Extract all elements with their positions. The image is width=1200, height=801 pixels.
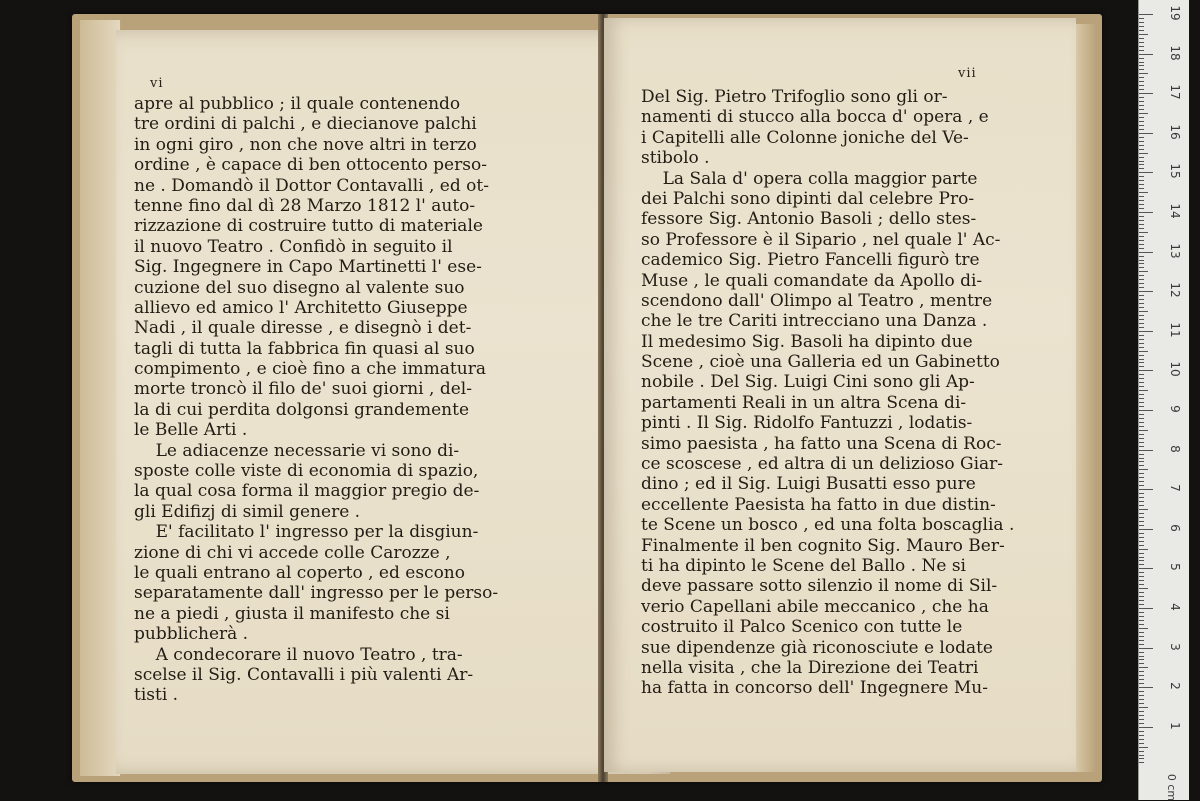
ruler-minor-tick: [1139, 228, 1144, 229]
ruler-minor-tick: [1139, 97, 1144, 98]
ruler-minor-tick: [1139, 307, 1144, 308]
text-line: Sig. Ingegnere in Capo Martinetti l' ese-: [134, 257, 482, 278]
ruler-minor-tick: [1139, 26, 1144, 27]
text-line: eccellente Paesista ha fatto in due distin-: [641, 494, 996, 515]
ruler-minor-tick: [1139, 204, 1144, 205]
text-line: le Belle Arti .: [134, 420, 248, 441]
ruler-minor-tick: [1139, 38, 1144, 39]
text-line: ne a piedi , giusta il manifesto che si: [134, 603, 450, 624]
ruler-minor-tick: [1139, 695, 1144, 696]
ruler-minor-tick: [1139, 141, 1144, 142]
ruler-minor-tick: [1139, 509, 1148, 510]
ruler-minor-tick: [1139, 18, 1144, 19]
ruler-minor-tick: [1139, 386, 1144, 387]
ruler-minor-tick: [1139, 109, 1144, 110]
ruler-minor-tick: [1139, 683, 1144, 684]
ruler-number: 8: [1168, 444, 1182, 453]
ruler-minor-tick: [1139, 42, 1144, 43]
text-line: Il medesimo Sig. Basoli ha dipinto due: [641, 331, 973, 352]
ruler-number: 11: [1168, 322, 1182, 338]
ruler-minor-tick: [1139, 545, 1144, 546]
ruler-minor-tick: [1139, 513, 1144, 514]
ruler-minor-tick: [1139, 560, 1144, 561]
ruler-minor-tick: [1139, 679, 1144, 680]
ruler-minor-tick: [1139, 149, 1144, 150]
ruler-minor-tick: [1139, 77, 1144, 78]
ruler-tick: [1139, 331, 1153, 332]
ruler-minor-tick: [1139, 362, 1144, 363]
ruler-minor-tick: [1139, 406, 1144, 407]
ruler-minor-tick: [1139, 501, 1144, 502]
ruler-minor-tick: [1139, 398, 1144, 399]
ruler-minor-tick: [1139, 248, 1144, 249]
ruler-tick: [1139, 370, 1153, 371]
text-line: Scene , cioè una Galleria ed un Gabinetto: [641, 352, 1000, 373]
text-line: Finalmente il ben cognito Sig. Mauro Ber-: [641, 535, 1005, 556]
ruler-minor-tick: [1139, 256, 1144, 257]
ruler-unit-label: 0 cm: [1164, 773, 1178, 801]
ruler-number: 15: [1168, 163, 1182, 180]
ruler-number: 13: [1168, 242, 1182, 259]
ruler-number: 17: [1168, 84, 1182, 100]
ruler-minor-tick: [1139, 374, 1144, 375]
ruler-tick: [1139, 291, 1153, 292]
left-page-edge: [80, 20, 121, 776]
ruler-minor-tick: [1139, 762, 1144, 763]
text-line: dei Palchi sono dipinti dal celebre Pro-: [641, 188, 975, 209]
ruler-minor-tick: [1139, 711, 1144, 712]
text-line: le quali entrano al coperto , ed escono: [134, 562, 465, 583]
ruler-minor-tick: [1139, 549, 1148, 550]
ruler-minor-tick: [1139, 747, 1148, 748]
ruler-minor-tick: [1139, 703, 1144, 704]
text-line: namenti di stucco alla bocca d' opera , e: [641, 107, 989, 128]
ruler-minor-tick: [1139, 644, 1144, 645]
text-line: verio Capellani abile meccanico , che ha: [641, 596, 989, 617]
ruler-minor-tick: [1139, 303, 1144, 304]
ruler-tick: [1139, 687, 1153, 688]
ruler-minor-tick: [1139, 378, 1144, 379]
ruler-minor-tick: [1139, 121, 1144, 122]
ruler-minor-tick: [1139, 279, 1144, 280]
ruler-minor-tick: [1139, 145, 1144, 146]
ruler-minor-tick: [1139, 283, 1144, 284]
ruler-minor-tick: [1139, 319, 1144, 320]
ruler-minor-tick: [1139, 101, 1144, 102]
text-line: ti ha dipinto le Scene del Ballo . Ne si: [641, 555, 966, 576]
ruler-minor-tick: [1139, 592, 1144, 593]
ruler-minor-tick: [1139, 117, 1144, 118]
ruler-minor-tick: [1139, 497, 1144, 498]
ruler-minor-tick: [1139, 604, 1144, 605]
ruler-number: 1: [1168, 721, 1182, 730]
text-line: scelse il Sig. Contavalli i più valenti Ar-: [134, 664, 474, 685]
ruler-minor-tick: [1139, 236, 1144, 237]
ruler-minor-tick: [1139, 422, 1144, 423]
ruler-minor-tick: [1139, 113, 1148, 114]
text-line: costruito il Palco Scenico con tutte le: [641, 617, 963, 638]
ruler-minor-tick: [1139, 517, 1144, 518]
text-line: apre al pubblico ; il quale contenendo: [134, 94, 461, 114]
ruler-minor-tick: [1139, 477, 1144, 478]
ruler-minor-tick: [1139, 260, 1144, 261]
ruler-minor-tick: [1139, 394, 1144, 395]
text-line: deve passare sotto silenzio il nome di Sil-: [641, 576, 998, 597]
ruler-minor-tick: [1139, 469, 1148, 470]
ruler-minor-tick: [1139, 339, 1144, 340]
measuring-ruler: [1138, 0, 1189, 800]
ruler-tick: [1139, 450, 1153, 451]
ruler-minor-tick: [1139, 628, 1148, 629]
ruler-minor-tick: [1139, 327, 1144, 328]
text-line: partamenti Reali in un altra Scena di-: [641, 392, 967, 413]
ruler-minor-tick: [1139, 208, 1144, 209]
ruler-minor-tick: [1139, 65, 1144, 66]
text-line: i Capitelli alle Colonne joniche del Ve-: [641, 127, 969, 148]
ruler-minor-tick: [1139, 616, 1144, 617]
ruler-number: 4: [1168, 603, 1182, 611]
ruler-minor-tick: [1139, 192, 1148, 193]
ruler-number: 14: [1168, 203, 1182, 219]
ruler-minor-tick: [1139, 636, 1144, 637]
text-line: pubblicherà .: [134, 624, 249, 645]
ruler-minor-tick: [1139, 46, 1144, 47]
ruler-number: 2: [1168, 682, 1182, 690]
ruler-minor-tick: [1139, 311, 1148, 312]
text-line: in ogni giro , non che nove altri in terzo: [134, 134, 477, 155]
ruler-minor-tick: [1139, 73, 1148, 74]
ruler-minor-tick: [1139, 355, 1144, 356]
ruler-minor-tick: [1139, 758, 1144, 759]
ruler-minor-tick: [1139, 743, 1144, 744]
ruler-minor-tick: [1139, 465, 1144, 466]
ruler-tick: [1139, 727, 1153, 728]
ruler-minor-tick: [1139, 267, 1144, 268]
text-line: Nadi , il quale diresse , e disegnò i det-: [134, 318, 472, 339]
ruler-minor-tick: [1139, 533, 1144, 534]
ruler-minor-tick: [1139, 537, 1144, 538]
ruler-tick: [1139, 648, 1153, 649]
right-page-number: vii: [958, 66, 977, 81]
ruler-minor-tick: [1139, 584, 1144, 585]
ruler-minor-tick: [1139, 176, 1144, 177]
ruler-tick: [1139, 410, 1153, 411]
ruler-tick: [1139, 252, 1153, 253]
ruler-minor-tick: [1139, 62, 1144, 63]
ruler-minor-tick: [1139, 454, 1144, 455]
ruler-minor-tick: [1139, 580, 1144, 581]
ruler-tick: [1139, 172, 1153, 173]
ruler-minor-tick: [1139, 612, 1144, 613]
ruler-minor-tick: [1139, 402, 1144, 403]
ruler-number: 12: [1168, 282, 1182, 298]
ruler-minor-tick: [1139, 541, 1144, 542]
ruler-minor-tick: [1139, 656, 1144, 657]
text-line: morte troncò il filo de' suoi giorni , del-: [134, 379, 472, 400]
ruler-minor-tick: [1139, 493, 1144, 494]
text-line: separatamente dall' ingresso per le perso-: [134, 583, 499, 604]
ruler-minor-tick: [1139, 525, 1144, 526]
ruler-minor-tick: [1139, 414, 1144, 415]
text-line: tisti .: [134, 685, 179, 706]
ruler-tick: [1139, 568, 1153, 569]
ruler-number: 19: [1168, 5, 1182, 21]
ruler-minor-tick: [1139, 184, 1144, 185]
ruler-minor-tick: [1139, 572, 1144, 573]
ruler-minor-tick: [1139, 442, 1144, 443]
ruler-minor-tick: [1139, 200, 1144, 201]
ruler-minor-tick: [1139, 659, 1144, 660]
text-line: simo paesista , ha fatto una Scena di Roc-: [641, 433, 1002, 454]
ruler-minor-tick: [1139, 426, 1144, 427]
ruler-minor-tick: [1139, 719, 1144, 720]
ruler-tick: [1139, 93, 1153, 94]
text-line: A condecorare il nuovo Teatro , tra-: [134, 644, 463, 665]
ruler-minor-tick: [1139, 295, 1144, 296]
ruler-minor-tick: [1139, 671, 1144, 672]
ruler-minor-tick: [1139, 343, 1144, 344]
text-line: scendono dall' Olimpo al Teatro , mentre: [641, 290, 993, 311]
ruler-minor-tick: [1139, 751, 1144, 752]
text-line: ne . Domandò il Dottor Contavalli , ed ot-: [134, 175, 489, 196]
text-line: Le adiacenze necessarie vi sono di-: [134, 440, 460, 461]
ruler-minor-tick: [1139, 557, 1144, 558]
ruler-number: 18: [1168, 44, 1182, 61]
ruler-tick: [1139, 489, 1153, 490]
right-page-text: [641, 87, 1014, 699]
text-line: gli Edifizj di simil genere .: [134, 501, 361, 522]
ruler-minor-tick: [1139, 620, 1144, 621]
text-line: ordine , è capace di ben ottocento perso-: [134, 155, 487, 176]
ruler-minor-tick: [1139, 81, 1144, 82]
ruler-minor-tick: [1139, 596, 1144, 597]
text-line: Del Sig. Pietro Trifoglio sono gli or-: [641, 87, 948, 107]
ruler-minor-tick: [1139, 153, 1148, 154]
ruler-minor-tick: [1139, 430, 1148, 431]
ruler-minor-tick: [1139, 739, 1144, 740]
ruler-minor-tick: [1139, 600, 1144, 601]
text-line: sue dipendenze già riconosciute e lodate: [641, 637, 993, 658]
ruler-minor-tick: [1139, 30, 1144, 31]
ruler-minor-tick: [1139, 446, 1144, 447]
text-line: tagli di tutta la fabbrica fin quasi al suo: [134, 338, 475, 359]
ruler-minor-tick: [1139, 351, 1148, 352]
ruler-minor-tick: [1139, 50, 1144, 51]
ruler-minor-tick: [1139, 418, 1144, 419]
ruler-tick: [1139, 133, 1153, 134]
ruler-minor-tick: [1139, 105, 1144, 106]
text-line: sposte colle viste di economia di spazio,: [134, 461, 479, 482]
text-line: pinti . Il Sig. Ridolfo Fantuzzi , lodatis-: [641, 413, 973, 434]
ruler-minor-tick: [1139, 382, 1144, 383]
text-line: la qual cosa forma il maggior pregio de-: [134, 481, 480, 502]
ruler-minor-tick: [1139, 164, 1144, 165]
ruler-minor-tick: [1139, 553, 1144, 554]
ruler-minor-tick: [1139, 85, 1144, 86]
text-line: tenne fino dal dì 28 Marzo 1812 l' auto-: [134, 195, 476, 216]
ruler-minor-tick: [1139, 22, 1144, 23]
ruler-number: 6: [1168, 523, 1182, 532]
ruler-minor-tick: [1139, 485, 1144, 486]
ruler-tick: [1139, 54, 1153, 55]
ruler-minor-tick: [1139, 315, 1144, 316]
ruler-minor-tick: [1139, 521, 1144, 522]
text-line: cademico Sig. Pietro Fancelli figurò tre: [641, 250, 980, 271]
ruler-minor-tick: [1139, 137, 1144, 138]
ruler-minor-tick: [1139, 287, 1144, 288]
ruler-number: 7: [1168, 484, 1182, 492]
ruler-minor-tick: [1139, 731, 1144, 732]
ruler-minor-tick: [1139, 715, 1144, 716]
text-line: dino ; ed il Sig. Luigi Busatti esso pure: [641, 474, 976, 495]
ruler-minor-tick: [1139, 663, 1144, 664]
text-line: nella visita , che la Direzione dei Teatri: [641, 657, 979, 678]
text-line: stibolo .: [641, 148, 710, 169]
ruler-minor-tick: [1139, 652, 1144, 653]
ruler-minor-tick: [1139, 347, 1144, 348]
text-line: che le tre Cariti intrecciano una Danza .: [641, 311, 988, 332]
ruler-minor-tick: [1139, 640, 1144, 641]
text-line: La Sala d' opera colla maggior parte: [641, 168, 978, 189]
ruler-tick: [1139, 212, 1153, 213]
ruler-minor-tick: [1139, 161, 1144, 162]
text-line: compimento , e cioè fino a che immatura: [134, 359, 486, 380]
ruler-minor-tick: [1139, 473, 1144, 474]
ruler-minor-tick: [1139, 481, 1144, 482]
ruler-number: 16: [1168, 124, 1182, 140]
ruler-minor-tick: [1139, 505, 1144, 506]
text-line: tre ordini di palchi , e diecianove palchi: [134, 114, 477, 135]
text-line: ha fatta in concorso dell' Ingegnere Mu-: [641, 678, 988, 699]
ruler-minor-tick: [1139, 434, 1144, 435]
text-line: ce scoscese , ed altra di un delizioso Giar-: [641, 454, 1004, 475]
ruler-minor-tick: [1139, 224, 1144, 225]
text-line: zione di chi vi accede colle Carozze ,: [134, 542, 451, 563]
ruler-minor-tick: [1139, 69, 1144, 70]
ruler-minor-tick: [1139, 335, 1144, 336]
ruler-tick: [1139, 529, 1153, 530]
ruler-number: 5: [1168, 563, 1182, 572]
ruler-minor-tick: [1139, 196, 1144, 197]
ruler-minor-tick: [1139, 755, 1144, 756]
ruler-minor-tick: [1139, 632, 1144, 633]
text-line: il nuovo Teatro . Confidò in seguito il: [134, 236, 453, 257]
ruler-minor-tick: [1139, 125, 1144, 126]
ruler-minor-tick: [1139, 667, 1148, 668]
ruler-minor-tick: [1139, 458, 1144, 459]
ruler-minor-tick: [1139, 699, 1144, 700]
text-line: la di cui perdita dolgonsi grandemente: [134, 399, 470, 420]
ruler-minor-tick: [1139, 359, 1144, 360]
text-line: so Professore è il Sipario , nel quale l' Ac-: [641, 229, 1001, 250]
ruler-minor-tick: [1139, 263, 1144, 264]
text-line: Muse , le quali comandate da Apollo di-: [641, 270, 983, 291]
ruler-minor-tick: [1139, 723, 1144, 724]
ruler-minor-tick: [1139, 232, 1148, 233]
ruler-minor-tick: [1139, 707, 1148, 708]
ruler-minor-tick: [1139, 216, 1144, 217]
text-line: rizzazione di costruire tutto di materiale: [134, 216, 483, 237]
text-line: fessore Sig. Antonio Basoli ; dello stes-: [641, 209, 977, 230]
left-page-number: vi: [150, 76, 164, 91]
ruler-minor-tick: [1139, 675, 1144, 676]
ruler-minor-tick: [1139, 220, 1144, 221]
ruler-minor-tick: [1139, 188, 1144, 189]
ruler-minor-tick: [1139, 34, 1148, 35]
text-line: nobile . Del Sig. Luigi Cini sono gli Ap-: [641, 372, 975, 393]
ruler-tick: [1139, 14, 1153, 15]
ruler-minor-tick: [1139, 271, 1148, 272]
ruler-minor-tick: [1139, 323, 1144, 324]
ruler-minor-tick: [1139, 588, 1148, 589]
ruler-minor-tick: [1139, 180, 1144, 181]
ruler-number: 3: [1168, 642, 1182, 651]
ruler-minor-tick: [1139, 691, 1144, 692]
ruler-minor-tick: [1139, 564, 1144, 565]
ruler-minor-tick: [1139, 461, 1144, 462]
ruler-number: 10: [1168, 361, 1182, 378]
ruler-minor-tick: [1139, 576, 1144, 577]
ruler-minor-tick: [1139, 366, 1144, 367]
text-line: E' facilitato l' ingresso per la disgiun-: [134, 522, 479, 543]
ruler-minor-tick: [1139, 438, 1144, 439]
ruler-minor-tick: [1139, 275, 1144, 276]
ruler-minor-tick: [1139, 157, 1144, 158]
text-line: cuzione del suo disegno al valente suo: [134, 277, 465, 298]
ruler-minor-tick: [1139, 58, 1144, 59]
ruler-minor-tick: [1139, 240, 1144, 241]
ruler-minor-tick: [1139, 299, 1144, 300]
ruler-minor-tick: [1139, 244, 1144, 245]
text-line: te Scene un bosco , ed una folta boscaglia .: [641, 515, 1015, 536]
ruler-minor-tick: [1139, 624, 1144, 625]
ruler-minor-tick: [1139, 129, 1144, 130]
ruler-minor-tick: [1139, 89, 1144, 90]
left-page-text: [134, 94, 498, 706]
ruler-minor-tick: [1139, 168, 1144, 169]
ruler-tick: [1139, 608, 1153, 609]
ruler-minor-tick: [1139, 735, 1144, 736]
ruler-minor-tick: [1139, 390, 1148, 391]
right-page-edge: [1076, 24, 1096, 772]
ruler-number: 9: [1168, 405, 1182, 413]
text-line: allievo ed amico l' Architetto Giuseppe: [134, 297, 468, 318]
